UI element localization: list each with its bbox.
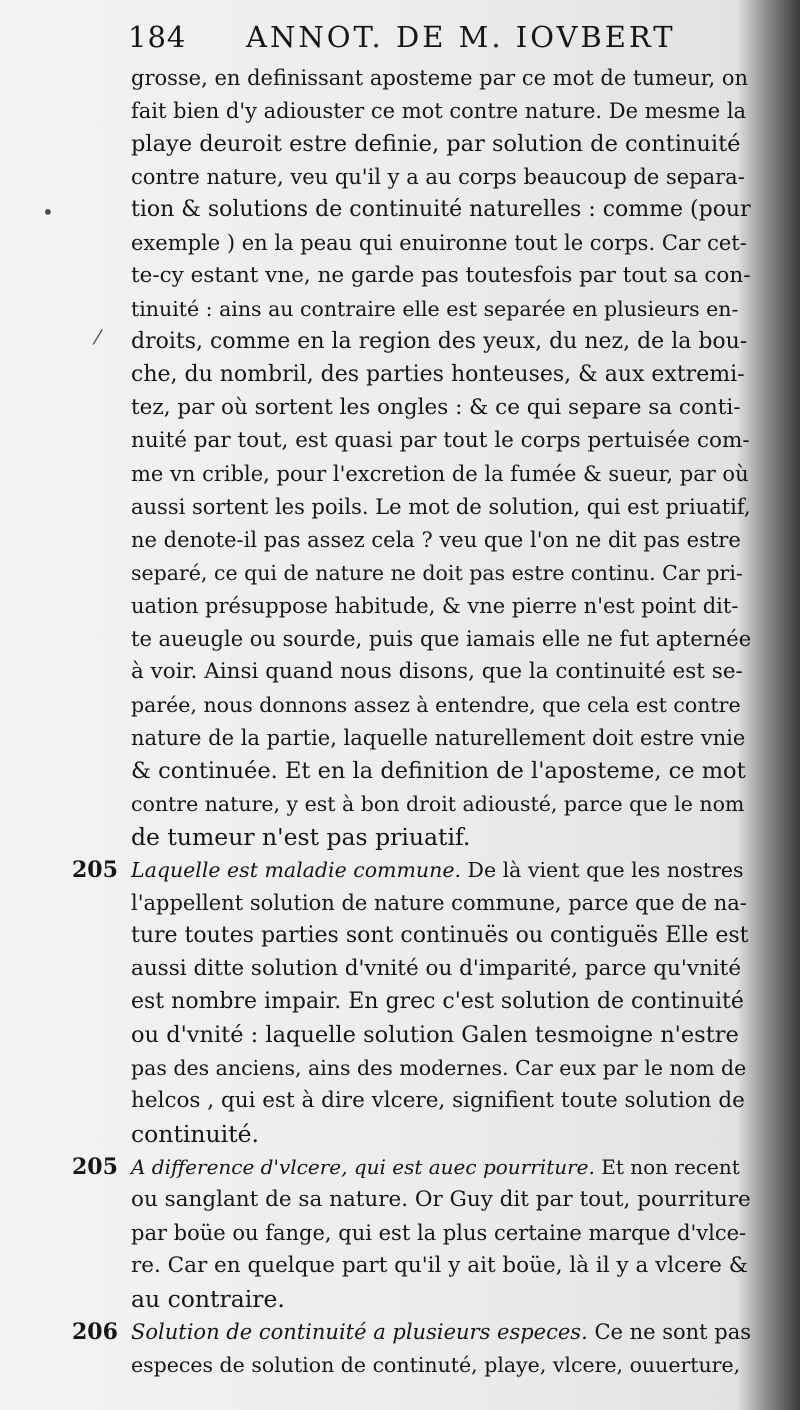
text-line: especes de solution de continuté, playe, vlcere, ouuerture,: [131, 1353, 741, 1377]
text-line: me vn crible, pour l'excretion de la fumée & sueur, par où: [131, 462, 749, 486]
annotation-text: Ce ne sont pas: [594, 1320, 752, 1344]
margin-annotation-number: 206: [72, 1319, 118, 1345]
text-line: est nombre impair. En grec c'est solution de continuité: [131, 989, 744, 1014]
text-line: droits, comme en la region des yeux, du nez, de la bou-: [131, 329, 748, 354]
text-line: helcos , qui est à dire vlcere, signifient toute solution de: [131, 1088, 745, 1113]
text-line: l'appellent solution de nature commune, parce que de na-: [131, 891, 747, 915]
margin-annotation-number: 205: [72, 857, 118, 883]
text-line: ou d'vnité : laquelle solution Galen tesmoigne n'estre: [131, 1022, 739, 1048]
text-line: ou sanglant de sa nature. Or Guy dit par tout, pourriture: [131, 1187, 751, 1212]
running-title: ANNOT. DE M. IOVBERT: [246, 20, 676, 54]
annotation-lemma: Laquelle est maladie commune.: [131, 858, 461, 882]
text-line: contre nature, y est à bon droit adiousté, parce que le nom: [131, 792, 745, 816]
text-line: grosse, en definissant aposteme par ce mot de tumeur, on: [131, 66, 749, 90]
margin-annotation-number: 205: [72, 1154, 118, 1180]
page-number: 184: [128, 20, 187, 54]
annotation-first-line: [131, 1316, 751, 1348]
annotation-first-line: [131, 854, 751, 886]
text-line: & continuée. Et en la definition de l'aposteme, ce mot: [131, 758, 746, 784]
text-line: tion & solutions de continuité naturelles : comme (pour: [131, 197, 751, 222]
text-line: pas des anciens, ains des modernes. Car eux par le nom de: [131, 1056, 747, 1080]
text-line: à voir. Ainsi quand nous disons, que la continuité est se-: [131, 659, 743, 684]
margin-mark-stroke: ⁄: [96, 325, 100, 349]
text-line: separé, ce qui de nature ne doit pas estre continu. Car pri-: [131, 561, 743, 585]
margin-mark-dot: •: [42, 200, 54, 224]
text-line: che, du nombril, des parties honteuses, & aux extremi-: [131, 362, 745, 387]
text-line: te-cy estant vne, ne garde pas toutesfois par tout sa con-: [131, 263, 751, 288]
running-head: [128, 14, 688, 60]
text-line: au contraire.: [131, 1285, 285, 1313]
annotation-text: Et non recent: [601, 1155, 740, 1179]
text-line: aussi sortent les poils. Le mot de solution, qui est priuatif,: [131, 495, 751, 519]
text-line: uation présuppose habitude, & vne pierre n'est point dit-: [131, 594, 739, 618]
text-line: re. Car en quelque part qu'il y ait boüe, là il y a vlcere &: [131, 1253, 748, 1278]
text-line: par boüe ou fange, qui est la plus certaine marque d'vlce-: [131, 1221, 747, 1245]
text-line: tez, par où sortent les ongles : & ce qui separe sa conti-: [131, 395, 741, 420]
text-line: nature de la partie, laquelle naturellement doit estre vnie: [131, 726, 746, 750]
text-line: de tumeur n'est pas priuatif.: [131, 823, 471, 851]
annotation-lemma: A difference d'vlcere, qui est auec pourriture.: [131, 1155, 595, 1179]
text-line: ne denote-il pas assez cela ? veu que l'on ne dit pas estre: [131, 528, 741, 552]
text-line: aussi ditte solution d'vnité ou d'imparité, parce qu'vnité: [131, 956, 742, 981]
text-line: exemple ) en la peau qui enuironne tout le corps. Car cet-: [131, 231, 747, 255]
text-line: playe deuroit estre definie, par solution de continuité: [131, 131, 741, 157]
annotation-first-line: [131, 1151, 751, 1183]
text-line: ture toutes parties sont continuës ou contiguës Elle est: [131, 923, 749, 948]
text-line: te aueugle ou sourde, puis que iamais elle ne fut apternée: [131, 627, 752, 651]
annotation-text: De là vient que les nostres: [467, 858, 744, 882]
text-line: parée, nous donnons assez à entendre, que cela est contre: [131, 693, 741, 717]
text-line: tinuité : ains au contraire elle est separée en plusieurs en-: [131, 297, 739, 321]
annotation-lemma: Solution de continuité a plusieurs especes.: [131, 1320, 588, 1344]
text-line: contre nature, veu qu'il y a au corps beaucoup de separa-: [131, 165, 745, 189]
text-line: fait bien d'y adiouster ce mot contre nature. De mesme la: [131, 99, 747, 123]
text-line: nuité par tout, est quasi par tout le corps pertuisée com-: [131, 428, 750, 453]
text-line: continuité.: [131, 1120, 260, 1148]
